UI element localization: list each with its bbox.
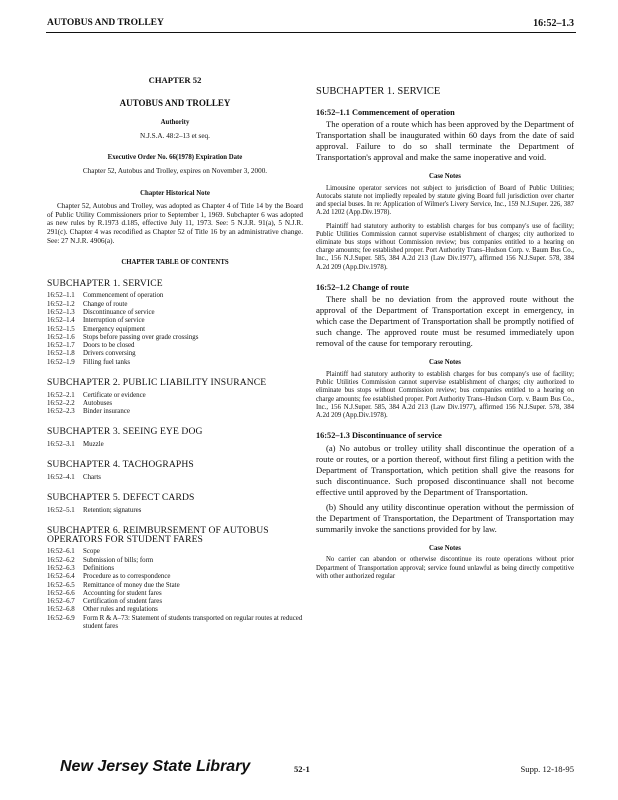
toc-subchapter-1: SUBCHAPTER 1. SERVICE: [47, 277, 163, 289]
toc-item[interactable]: 16:52–6.5 Remittance of money due the State: [47, 581, 180, 589]
toc-subchapter-4: SUBCHAPTER 4. TACHOGRAPHS: [47, 459, 194, 471]
toc-item[interactable]: 16:52–6.7 Certification of student fares: [47, 598, 163, 606]
subchapter-heading: SUBCHAPTER 1. SERVICE: [316, 86, 441, 97]
toc-item[interactable]: 16:52–1.4 Interruption of service: [47, 317, 145, 325]
case-note: Limousine operator services not subject to jurisdiction of Board of Public Utilities; Autocabs statute not impliedly repealed by statute giving Board full jurisdiction over charter and special buses. In re: Application of Wilmer's Livery Service, Inc., 159 N.J.Super. 226, 387 A.2d 1202 (App.Div.1978).: [316, 184, 574, 217]
toc-item[interactable]: 16:52–6.2 Submission of bills; form: [47, 556, 154, 564]
header-rule: [46, 32, 576, 33]
toc-item[interactable]: 16:52–6.4 Procedure as to correspondence: [47, 573, 171, 581]
section-heading-1-2: 16:52–1.2 Change of route: [316, 282, 409, 292]
section-heading-1-1: 16:52–1.1 Commencement of operation: [316, 107, 455, 117]
toc-list-5: [47, 507, 303, 515]
toc-item[interactable]: 16:52–6.3 Definitions: [47, 564, 115, 572]
toc-item[interactable]: 16:52–5.1 Retention; signatures: [47, 506, 142, 514]
toc-item[interactable]: 16:52–6.1 Scope: [47, 548, 100, 556]
authority-text: N.J.S.A. 48:2–13 et seq.: [140, 131, 210, 140]
toc-item[interactable]: 16:52–1.8 Drivers conversing: [47, 350, 136, 358]
history-heading: Chapter Historical Note: [140, 189, 210, 197]
library-stamp: New Jersey State Library: [60, 758, 251, 775]
case-note: Plaintiff had statutory authority to establish charges for bus company's use of facility; Public Utilities Commission cannot supervise establishment of charges; city authorized to eliminate bus stops without Commission review; bus companies entitled to a hearing on charge amounts; fee established proper. Port Authority Trans–Hudson Corp. v. Baum Bus Co., Inc., 156 N.J.Super. 585, 384 A.2d 213 (Law Div.1977), affirmed 156 N.J.Super. 578, 384 A.2d 209 (App.Div.1978).: [316, 371, 574, 420]
toc-item[interactable]: 16:52–1.5 Emergency equipment: [47, 325, 146, 333]
toc-item[interactable]: 16:52–1.2 Change of route: [47, 300, 128, 308]
supplement-date: Supp. 12-18-95: [520, 764, 574, 774]
case-note: Plaintiff had statutory authority to establish charges for bus company's use of facility; Public Utilities Commission cannot supervise establishment of charges; city authorized to eliminate bus stops without Commission review; bus companies entitled to a hearing on charge amounts; fee established proper. Port Authority Trans–Hudson Corp. v. Baum Bus Co., Inc., 156 N.J.Super. 585, 384 A.2d 213 (Law Div.1977), affirmed 156 N.J.Super. 578, 384 A.2d 209 (App.Div.1978).: [316, 222, 574, 271]
toc-item[interactable]: 16:52–1.9 Filling fuel tanks: [47, 358, 131, 366]
history-text: Chapter 52, Autobus and Trolley, was adopted as Chapter 4 of Title 14 by the Board of Public Utility Commissioners prior to September 1, 1969. Subchapter 6 was adopted as new rules by R.1973 d.185, effective July 11, 1973. See: 5 N.J.R. 91(a), 5 N.J.R. 291(c). Chapter 4 was recodified as Chapter 52 of Title 16 by an administrative change. See: 27 N.J.R. 4906(a).: [47, 202, 303, 245]
toc-item[interactable]: 16:52–3.1 Muzzle: [47, 441, 104, 449]
toc-subchapter-3: SUBCHAPTER 3. SEEING EYE DOG: [47, 426, 203, 438]
section-text-1-3-a: (a) No autobus or trolley utility shall discontinue the operation of a route or routes, or a portion thereof, without first filing a petition with the Department of Transportation, which petition shall give the reasons for such discontinuance. Such proposed discontinuance shall not become effective until approved by the Department of Transportation.: [316, 442, 574, 497]
toc-subchapter-2: SUBCHAPTER 2. PUBLIC LIABILITY INSURANCE: [47, 376, 267, 388]
case-notes-heading: Case Notes: [429, 359, 461, 367]
running-header-title: AUTOBUS AND TROLLEY: [47, 18, 164, 28]
toc-item[interactable]: 16:52–2.2 Autobuses: [47, 399, 113, 407]
toc-item[interactable]: 16:52–1.6 Stops before passing over grade crossings: [47, 333, 199, 341]
page-number: 52-1: [294, 764, 310, 774]
authority-heading: Authority: [160, 119, 190, 127]
toc-subchapter-5: SUBCHAPTER 5. DEFECT CARDS: [47, 492, 195, 504]
toc-item[interactable]: 16:52–2.1 Certificate or evidence: [47, 391, 146, 399]
exec-order-text: Chapter 52, Autobus and Trolley, expires on November 3, 2000.: [82, 166, 268, 175]
toc-list-6: [47, 548, 303, 631]
left-column: [47, 72, 303, 631]
exec-order-heading: Executive Order No. 66(1978) Expiration Date: [107, 154, 243, 162]
toc-heading: CHAPTER TABLE OF CONTENTS: [121, 259, 229, 267]
section-text-1-1: The operation of a route which has been approved by the Department of Transportation shall be inaugurated within 60 days from the date of said approval. Failure to do so shall terminate the Department of Transportation's approval and make the same inoperative and void.: [316, 119, 574, 163]
section-text-1-2: There shall be no deviation from the approved route without the approval of the Department of Transportation except in emergency, in which case the Department of Transportation shall be promptly notified of such change. The approved route must be resumed immediately upon removal of the cause for temporary rerouting.: [316, 294, 574, 349]
toc-item[interactable]: 16:52–2.3 Binder insurance: [47, 408, 130, 416]
toc-item[interactable]: 16:52–1.1 Commencement of operation: [47, 292, 164, 300]
toc-subchapter-6: SUBCHAPTER 6. REIMBURSEMENT OF AUTOBUS OPERATORS FOR STUDENT FARES: [47, 525, 269, 545]
table-of-contents: [47, 277, 303, 632]
case-note: No carrier can abandon or otherwise discontinue its route operations without prior Department of Transportation approval; service found unlawful as being directly competitive with other authorized regular: [316, 556, 574, 580]
toc-item[interactable]: 16:52–1.3 Discontinuance of service: [47, 308, 155, 316]
chapter-name: AUTOBUS AND TROLLEY: [119, 97, 231, 108]
toc-item[interactable]: 16:52–6.8 Other rules and regulations: [47, 606, 158, 614]
running-header-section: 16:52–1.3: [533, 18, 574, 29]
toc-list-1: [47, 292, 303, 367]
toc-item[interactable]: 16:52–4.1 Charts: [47, 473, 101, 481]
case-notes-heading: Case Notes: [429, 173, 461, 181]
toc-list-4: [47, 474, 303, 482]
section-text-1-3-b: (b) Should any utility discontinue operation without the permission of the Department of Transportation, the Department of Transportation may summarily invoke the sanctions provided for by law.: [316, 501, 574, 534]
toc-list-2: [47, 392, 303, 417]
right-column: [316, 72, 574, 586]
toc-list-3: [47, 441, 303, 449]
toc-item[interactable]: 16:52–6.6 Accounting for student fares: [47, 589, 162, 597]
chapter-number: CHAPTER 52: [148, 75, 202, 85]
toc-item[interactable]: 16:52–6.9 Form R & A–73: Statement of students transported on regular routes at reduced student fares: [47, 614, 303, 630]
toc-item[interactable]: 16:52–1.7 Doors to be closed: [47, 342, 135, 350]
section-heading-1-3: 16:52–1.3 Discontinuance of service: [316, 431, 442, 441]
case-notes-heading: Case Notes: [429, 544, 461, 552]
